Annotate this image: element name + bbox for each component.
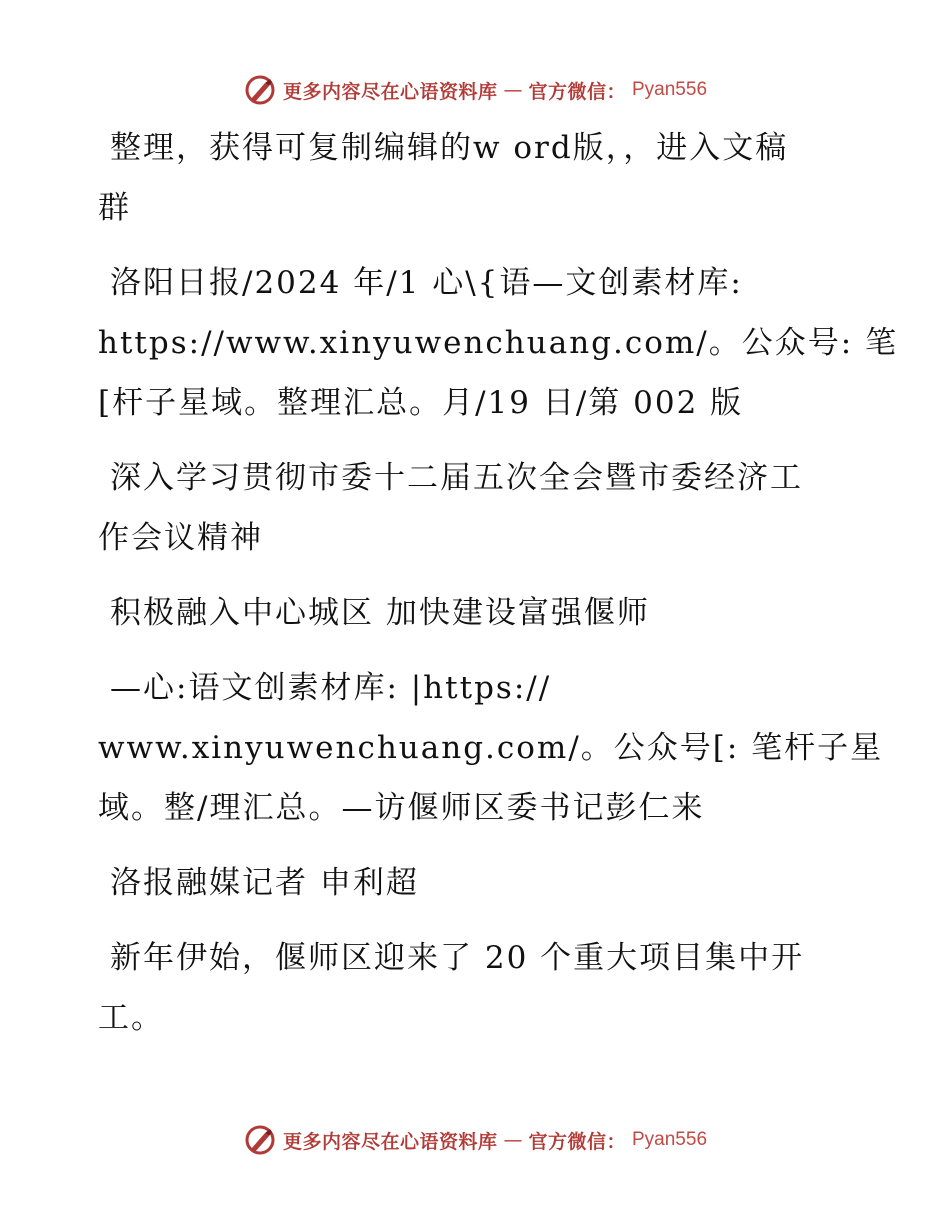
paragraph bbox=[98, 928, 838, 1048]
text-line: 洛报融媒记者 申利超 bbox=[110, 865, 419, 901]
banner-text: 更多内容尽在心语资料库 bbox=[282, 80, 498, 103]
text-line: 深入学习贯彻市委十二届五次全会暨市委经济工 bbox=[110, 460, 803, 496]
paragraph bbox=[98, 583, 838, 643]
banner-wechat-id: Pyan556 bbox=[632, 79, 708, 100]
banner-text: 更多内容尽在心语资料库 bbox=[282, 1130, 498, 1153]
text-line: www.xinyuwenchuang.com/。公众号[: 笔杆子星 bbox=[98, 730, 884, 766]
text-line: 群 bbox=[98, 190, 131, 226]
header-watermark-banner bbox=[0, 70, 950, 110]
text-line: 整理，获得可复制编辑的w ord版，，进入文稿 bbox=[110, 130, 789, 166]
text-line: 域。整/理汇总。—访偃师区委书记彭仁来 bbox=[98, 790, 705, 826]
document-body bbox=[98, 118, 899, 1063]
paragraph bbox=[98, 118, 838, 238]
paragraph bbox=[98, 853, 838, 913]
pen-logo-icon bbox=[243, 73, 277, 107]
text-line: 洛阳日报/2024 年/1 心\{语—文创素材库: bbox=[110, 265, 743, 301]
text-line: https://www.xinyuwenchuang.com/。公众号: 笔 bbox=[98, 325, 899, 361]
banner-dash: — bbox=[503, 79, 523, 101]
text-line: —心:语文创素材库: |https:// bbox=[110, 670, 552, 706]
text-line: 新年伊始，偃师区迎来了 20 个重大项目集中开 bbox=[110, 940, 805, 976]
text-line: [杆子星域。整理汇总。月/19 日/第 002 版 bbox=[98, 385, 744, 421]
text-line: 作会议精神 bbox=[98, 520, 263, 556]
text-line: 积极融入中心城区 加快建设富强偃师 bbox=[110, 595, 650, 631]
paragraph bbox=[98, 253, 899, 433]
text-line: 工。 bbox=[98, 1000, 164, 1036]
banner-label: 官方微信： bbox=[528, 80, 626, 103]
banner-label: 官方微信： bbox=[528, 1130, 626, 1153]
banner-wechat-id: Pyan556 bbox=[632, 1129, 708, 1150]
footer-watermark-banner bbox=[0, 1120, 950, 1160]
paragraph bbox=[98, 448, 838, 568]
banner-dash: — bbox=[503, 1129, 523, 1151]
pen-logo-icon bbox=[243, 1123, 277, 1157]
paragraph bbox=[98, 658, 884, 838]
